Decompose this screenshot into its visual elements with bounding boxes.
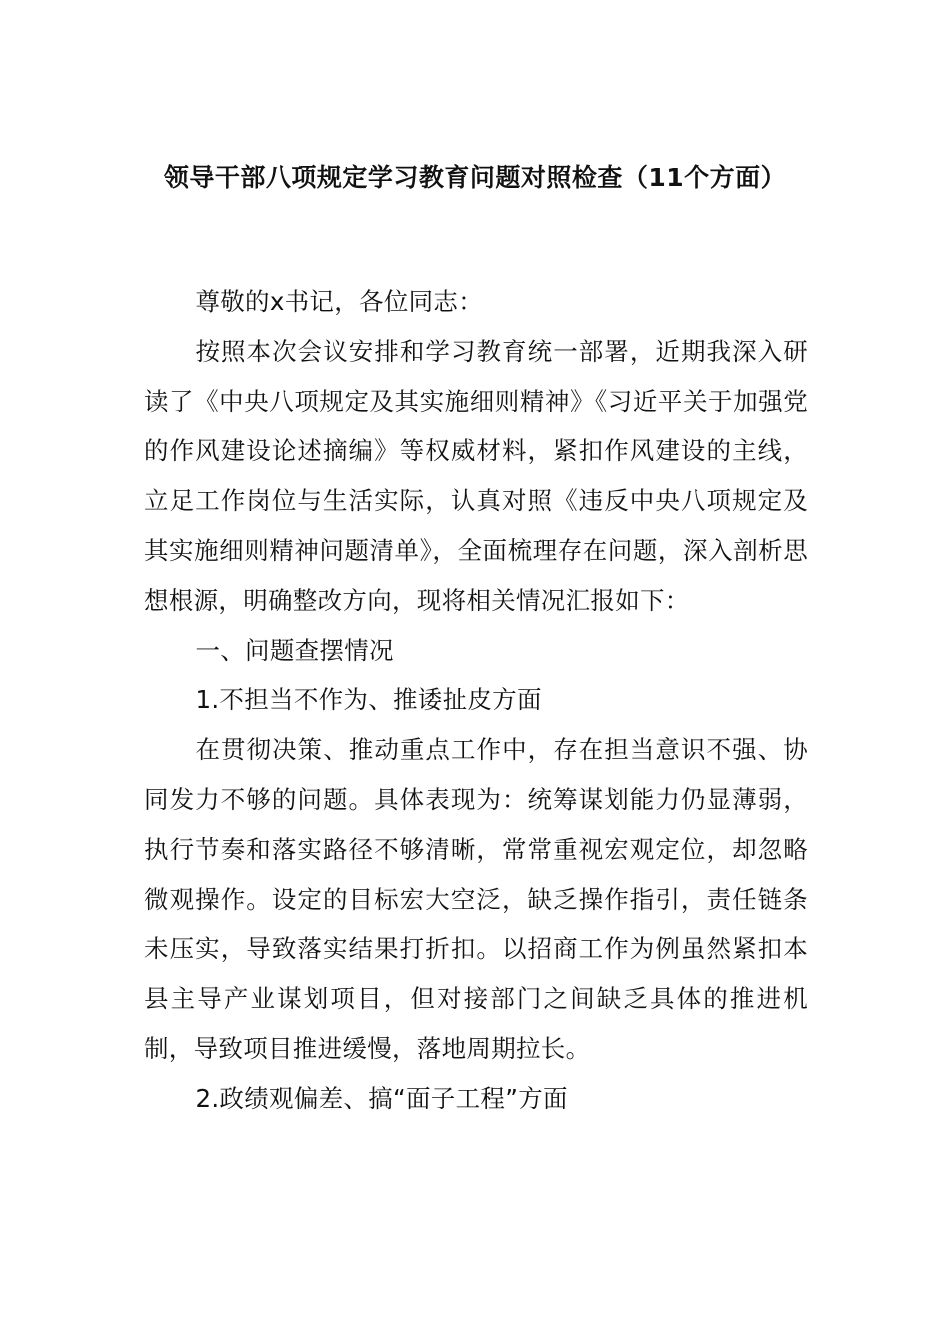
subsection-heading-1: 1.不担当不作为、推诿扯皮方面 [195,685,542,715]
section-heading: 一、问题查摆情况 [195,635,394,665]
document-body [144,277,808,1124]
document-title: 领导干部八项规定学习教育问题对照检查（11个方面） [163,163,787,192]
body-paragraph: 在贯彻决策、推动重点工作中，存在担当意识不强、协同发力不够的问题。具体表现为：统筹谋划能力仍显薄弱，执行节奏和落实路径不够清晰，常常重视宏观定位，却忽略微观操作。设定的目标宏大空泛，缺乏操作指引，责任链条未压实，导致落实结果打折扣。以招商工作为例虽然紧扣本县主导产业谋划项目，但对接部门之间缺乏具体的推进机制，导致项目推进缓慢，落地周期拉长。 [144,735,808,1063]
salutation-paragraph: 尊敬的x书记，各位同志： [195,287,484,316]
intro-paragraph: 按照本次会议安排和学习教育统一部署，近期我深入研读了《中央八项规定及其实施细则精神》《习近平关于加强党的作风建设论述摘编》等权威材料，紧扣作风建设的主线，立足工作岗位与生活实际，认真对照《违反中央八项规定及其实施细则精神问题清单》，全面梳理存在问题，深入剖析思想根源，明确整改方向，现将相关情况汇报如下： [144,336,808,615]
subsection-heading-2: 2.政绩观偏差、搞“面子工程”方面 [195,1083,568,1113]
